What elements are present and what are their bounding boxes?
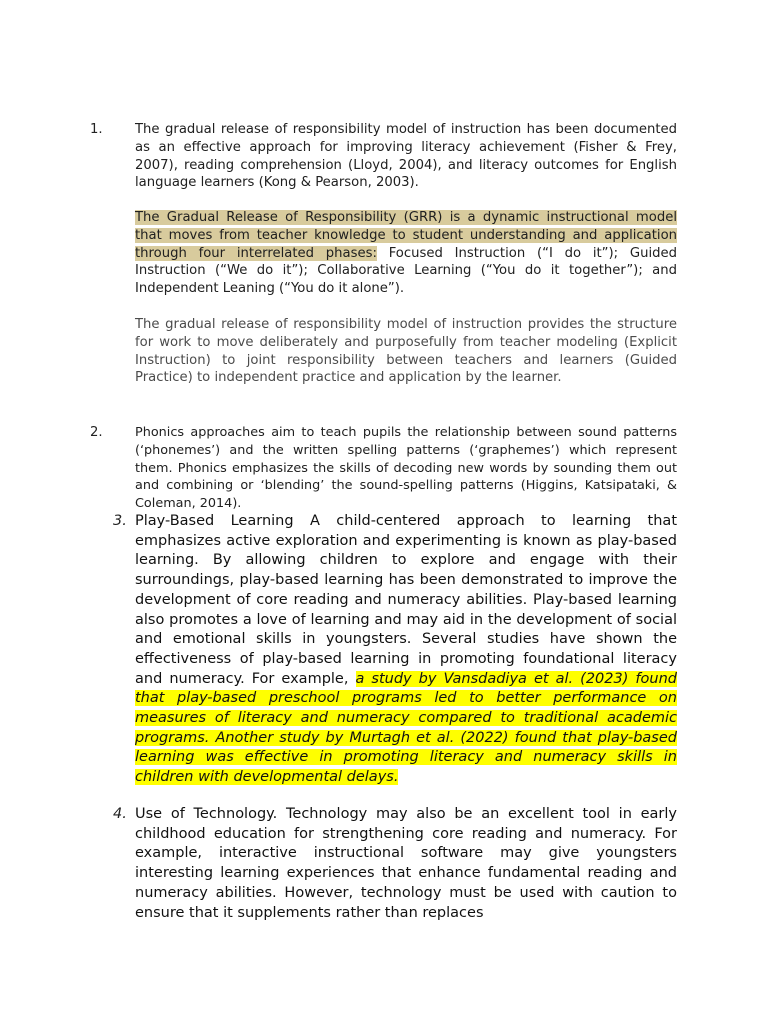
paragraph: Phonics approaches aim to teach pupils the relationship between sound patterns (‘phonemes’) and the written spelling patterns (‘graphemes’) which represent them. Phonics emphasizes the skills of decoding new words by sounding them out and combining or ‘blending’ the sound-spelling patterns (Higgins, Katsipataki, & Coleman, 2014). [135, 425, 677, 512]
paragraph [135, 512, 677, 788]
list-number: 2. [90, 425, 103, 440]
paragraph [135, 209, 677, 298]
paragraph-text: Focused Instruction (“I do it”); Guided Instruction (“We do it”); Collaborative Learning (“You do it together”); and Independent Leaning (“You do it alone”). [135, 245, 677, 297]
paragraph: The gradual release of responsibility model of instruction provides the structure for work to move deliberately and purposefully from teacher modeling (Explicit Instruction) to joint responsibility between teachers and learners (Guided Practice) to independent practice and application by the learner. [135, 317, 677, 386]
list-number: 1. [90, 122, 103, 137]
list-number: 4. [113, 806, 127, 822]
highlighted-text: The Gradual Release of Responsibility (GRR) is a dynamic instructional model that moves from teacher knowledge to student understanding and application through four interrelated phases: [135, 210, 677, 261]
paragraph: The gradual release of responsibility model of instruction has been documented as an effective approach for improving literacy achievement (Fisher & Frey, 2007), reading comprehension (Lloyd, 2004), and literacy outcomes for English language learners (Kong & Pearson, 2003). [135, 122, 677, 191]
paragraph: Use of Technology. Technology may also be an excellent tool in early childhood education for strengthening core reading and numeracy. For example, interactive instructional software may give youngsters interesting learning experiences that enhance fundamental reading and numeracy abilities. However, technology must be used with caution to ensure that it supplements rather than replaces [135, 806, 677, 921]
paragraph-text: Play-Based Learning A child-centered approach to learning that emphasizes active exploration and experimenting is known as play-based learning. By allowing children to explore and engage with their surroundings, play-based learning has been demonstrated to improve the development of core reading and numeracy abilities. Play-based learning also promotes a love of learning and may aid in the development of social and emotional skills in youngsters. Several studies have shown the effectiveness of play-based learning in promoting foundational literacy and numeracy. For example, [135, 513, 677, 687]
list-number: 3. [113, 513, 127, 529]
highlighted-text: a study by Vansdadiya et al. (2023) found that play-based preschool programs led to better performance on measures of literacy and numeracy compared to traditional academic programs. Another study by Murtagh et al. (2022) found that play-based learning was effective in promoting literacy and numeracy skills in children with developmental delays. [135, 670, 677, 786]
